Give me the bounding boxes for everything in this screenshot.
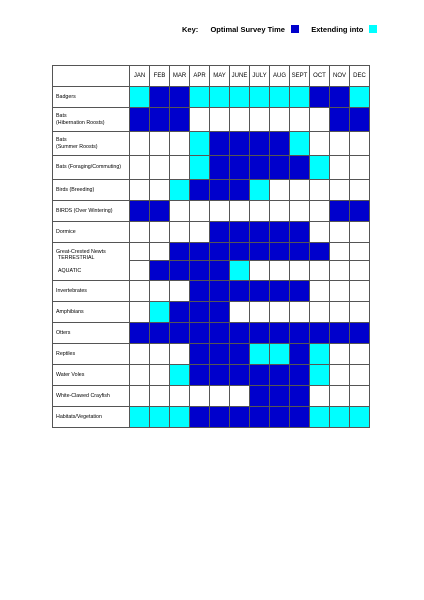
table-row: [53, 222, 370, 243]
month-cell: [290, 344, 310, 365]
month-cell: [170, 156, 190, 180]
month-cell: [270, 243, 290, 261]
month-cell: [230, 243, 250, 261]
month-cell: [190, 386, 210, 407]
month-cell: [190, 323, 210, 344]
survey-calendar-table: [52, 65, 370, 428]
month-cell: [350, 201, 370, 222]
month-cell: [290, 180, 310, 201]
month-cell: [230, 407, 250, 428]
table-row: [53, 323, 370, 344]
month-cell: [330, 365, 350, 386]
month-cell: [350, 108, 370, 132]
month-cell: [350, 281, 370, 302]
month-cell: [170, 222, 190, 243]
species-label: [53, 365, 130, 386]
month-cell: [230, 365, 250, 386]
month-cell: [150, 108, 170, 132]
month-cell: [190, 302, 210, 323]
table-row: [53, 156, 370, 180]
month-cell: [170, 386, 190, 407]
species-label: [53, 281, 130, 302]
month-cell: [230, 180, 250, 201]
month-cell: [230, 281, 250, 302]
species-label-line: Badgers: [56, 93, 76, 100]
month-cell: [130, 344, 150, 365]
month-cell: [330, 261, 350, 281]
month-cell: [310, 261, 330, 281]
month-cell: [210, 344, 230, 365]
month-cell: [250, 261, 270, 281]
month-cell: [290, 386, 310, 407]
month-cell: [210, 201, 230, 222]
month-header: JULY: [250, 66, 270, 87]
month-cell: [130, 180, 150, 201]
survey-calendar-body: [53, 87, 370, 428]
table-row: [53, 201, 370, 222]
month-cell: [210, 222, 230, 243]
species-label: [53, 201, 130, 222]
month-cell: [150, 222, 170, 243]
month-cell: [190, 344, 210, 365]
month-cell: [250, 222, 270, 243]
table-row: [53, 132, 370, 156]
month-header: MAY: [210, 66, 230, 87]
month-cell: [130, 261, 150, 281]
month-cell: [150, 344, 170, 365]
month-cell: [150, 281, 170, 302]
month-cell: [130, 323, 150, 344]
key-label: Key:: [182, 24, 199, 34]
month-cell: [210, 323, 230, 344]
month-cell: [250, 201, 270, 222]
month-cell: [250, 87, 270, 108]
month-cell: [350, 243, 370, 261]
month-cell: [330, 243, 350, 261]
month-cell: [270, 132, 290, 156]
month-cell: [270, 222, 290, 243]
month-header: APR: [190, 66, 210, 87]
month-cell: [210, 386, 230, 407]
species-label-line: Otters: [56, 329, 71, 336]
species-label: [53, 302, 130, 323]
species-label: [53, 243, 130, 281]
month-header: OCT: [310, 66, 330, 87]
month-cell: [330, 201, 350, 222]
month-cell: [150, 302, 170, 323]
species-label-line: (Hibernation Roosts): [56, 119, 105, 126]
month-cell: [170, 180, 190, 201]
month-cell: [250, 132, 270, 156]
month-cell: [250, 407, 270, 428]
key-legend: [182, 24, 377, 34]
species-label-line: Water Voles: [56, 371, 85, 378]
month-cell: [270, 407, 290, 428]
table-row: [53, 180, 370, 201]
table-row: [53, 407, 370, 428]
species-label: [53, 222, 130, 243]
month-cell: [290, 302, 310, 323]
month-cell: [170, 132, 190, 156]
species-label-line: Birds (Breeding): [56, 186, 95, 193]
month-cell: [170, 407, 190, 428]
table-row: [53, 365, 370, 386]
month-cell: [130, 132, 150, 156]
month-cell: [210, 180, 230, 201]
month-cell: [130, 156, 150, 180]
month-cell: [250, 344, 270, 365]
month-cell: [350, 132, 370, 156]
species-label-line: White-Clawed Crayfish: [56, 392, 110, 399]
species-label-line: Dormice: [56, 228, 76, 235]
month-cell: [310, 302, 330, 323]
month-cell: [150, 156, 170, 180]
month-cell: [290, 132, 310, 156]
month-cell: [170, 344, 190, 365]
month-cell: [150, 365, 170, 386]
month-cell: [290, 87, 310, 108]
month-cell: [210, 407, 230, 428]
month-cell: [270, 386, 290, 407]
month-cell: [270, 323, 290, 344]
month-cell: [210, 108, 230, 132]
month-cell: [210, 87, 230, 108]
month-cell: [150, 386, 170, 407]
month-cell: [190, 87, 210, 108]
species-label: [53, 323, 130, 344]
month-cell: [210, 132, 230, 156]
month-cell: [230, 108, 250, 132]
month-cell: [270, 87, 290, 108]
month-cell: [150, 407, 170, 428]
month-cell: [230, 132, 250, 156]
month-cell: [230, 87, 250, 108]
month-cell: [330, 180, 350, 201]
key-survey-text: Survey: [240, 24, 266, 34]
month-cell: [310, 108, 330, 132]
month-cell: [190, 108, 210, 132]
table-row: [53, 302, 370, 323]
month-cell: [170, 323, 190, 344]
month-cell: [170, 365, 190, 386]
month-cell: [190, 201, 210, 222]
month-cell: [330, 407, 350, 428]
month-cell: [290, 323, 310, 344]
extending-swatch: [369, 25, 377, 33]
month-cell: [270, 302, 290, 323]
month-cell: [190, 180, 210, 201]
species-label-line: Bats: [56, 136, 67, 143]
month-cell: [330, 222, 350, 243]
month-cell: [310, 222, 330, 243]
month-cell: [130, 386, 150, 407]
month-cell: [250, 156, 270, 180]
month-cell: [230, 222, 250, 243]
month-cell: [330, 132, 350, 156]
species-label-line: Bats: [56, 112, 67, 119]
month-cell: [190, 156, 210, 180]
month-cell: [150, 323, 170, 344]
month-cell: [310, 407, 330, 428]
month-cell: [330, 87, 350, 108]
species-label: [53, 180, 130, 201]
month-cell: [170, 87, 190, 108]
species-label: [53, 407, 130, 428]
month-cell: [310, 87, 330, 108]
month-cell: [190, 243, 210, 261]
species-label-line: (Summer Roosts): [56, 143, 98, 150]
month-cell: [330, 108, 350, 132]
month-header-row: [53, 66, 370, 87]
month-cell: [170, 261, 190, 281]
species-label: [53, 108, 130, 132]
month-cell: [350, 365, 370, 386]
month-cell: [310, 156, 330, 180]
month-cell: [270, 108, 290, 132]
species-label-line: Bats (Foraging/Commuting): [56, 164, 122, 171]
month-cell: [330, 156, 350, 180]
month-cell: [250, 281, 270, 302]
month-cell: [330, 323, 350, 344]
month-cell: [130, 407, 150, 428]
month-cell: [230, 201, 250, 222]
month-cell: [230, 344, 250, 365]
month-cell: [150, 261, 170, 281]
month-cell: [270, 156, 290, 180]
month-cell: [230, 386, 250, 407]
month-cell: [350, 344, 370, 365]
month-cell: [330, 344, 350, 365]
month-cell: [230, 156, 250, 180]
month-cell: [170, 201, 190, 222]
optimal-swatch: [291, 25, 299, 33]
month-cell: [170, 302, 190, 323]
month-cell: [230, 261, 250, 281]
month-header: FEB: [150, 66, 170, 87]
month-cell: [190, 407, 210, 428]
month-cell: [210, 243, 230, 261]
month-cell: [150, 132, 170, 156]
month-cell: [290, 281, 310, 302]
month-header: DEC: [350, 66, 370, 87]
month-cell: [250, 365, 270, 386]
month-cell: [210, 261, 230, 281]
month-cell: [270, 365, 290, 386]
month-cell: [290, 201, 310, 222]
month-cell: [170, 108, 190, 132]
month-cell: [270, 180, 290, 201]
month-cell: [190, 222, 210, 243]
month-cell: [230, 302, 250, 323]
species-label: [53, 132, 130, 156]
month-cell: [310, 365, 330, 386]
month-header: NOV: [330, 66, 350, 87]
key-into-text: into: [349, 24, 364, 34]
month-cell: [190, 281, 210, 302]
month-cell: [310, 180, 330, 201]
month-cell: [170, 281, 190, 302]
table-row: [53, 386, 370, 407]
month-cell: [350, 323, 370, 344]
month-cell: [210, 365, 230, 386]
month-cell: [150, 180, 170, 201]
month-cell: [230, 323, 250, 344]
species-label-line: Habitats/Vegetation: [56, 413, 102, 420]
month-cell: [270, 261, 290, 281]
month-cell: [130, 281, 150, 302]
table-row: [53, 87, 370, 108]
species-label: [53, 156, 130, 180]
month-header: JAN: [130, 66, 150, 87]
month-cell: [130, 108, 150, 132]
month-cell: [250, 323, 270, 344]
month-cell: [250, 108, 270, 132]
month-cell: [350, 180, 370, 201]
month-cell: [350, 87, 370, 108]
species-label-line: Invertebrates: [56, 287, 87, 294]
month-cell: [290, 222, 310, 243]
month-cell: [190, 261, 210, 281]
month-cell: [250, 243, 270, 261]
month-cell: [350, 302, 370, 323]
month-cell: [130, 201, 150, 222]
month-cell: [350, 261, 370, 281]
species-label-line: Amphibians: [56, 308, 84, 315]
month-header: JUNE: [230, 66, 250, 87]
month-cell: [190, 365, 210, 386]
month-cell: [330, 386, 350, 407]
month-cell: [270, 281, 290, 302]
month-header: SEPT: [290, 66, 310, 87]
month-cell: [310, 243, 330, 261]
month-cell: [310, 386, 330, 407]
month-cell: [250, 180, 270, 201]
month-cell: [190, 132, 210, 156]
species-label-line: TERRESTRIAL: [58, 255, 95, 262]
month-cell: [290, 261, 310, 281]
month-header: AUG: [270, 66, 290, 87]
month-cell: [350, 386, 370, 407]
month-cell: [330, 281, 350, 302]
month-cell: [130, 222, 150, 243]
key-optimal-text: Optimal: [210, 24, 239, 34]
month-cell: [210, 156, 230, 180]
month-cell: [310, 323, 330, 344]
month-header: MAR: [170, 66, 190, 87]
header-corner: [53, 66, 130, 87]
table-row: [53, 108, 370, 132]
month-cell: [350, 407, 370, 428]
month-cell: [310, 281, 330, 302]
month-cell: [290, 156, 310, 180]
month-cell: [130, 302, 150, 323]
key-extending-text: Extending: [311, 24, 348, 34]
month-cell: [150, 201, 170, 222]
month-cell: [130, 243, 150, 261]
month-cell: [150, 243, 170, 261]
month-cell: [270, 344, 290, 365]
month-cell: [350, 222, 370, 243]
species-label-line: Reptiles: [56, 350, 76, 357]
species-label-line: BIRDS (Over Wintering): [56, 207, 113, 214]
month-cell: [270, 201, 290, 222]
month-cell: [210, 302, 230, 323]
species-label-line: Great-Crested Newts: [56, 248, 106, 255]
species-label: [53, 344, 130, 365]
month-cell: [130, 87, 150, 108]
month-cell: [130, 365, 150, 386]
species-label-line: AQUATIC: [58, 267, 82, 274]
key-time-text: Time: [267, 24, 285, 34]
month-cell: [250, 386, 270, 407]
month-cell: [310, 344, 330, 365]
month-cell: [290, 407, 310, 428]
month-cell: [290, 108, 310, 132]
month-cell: [290, 365, 310, 386]
species-label: [53, 386, 130, 407]
month-cell: [170, 243, 190, 261]
month-cell: [250, 302, 270, 323]
month-cell: [310, 201, 330, 222]
month-cell: [290, 243, 310, 261]
table-row: [53, 281, 370, 302]
table-row: [53, 344, 370, 365]
month-cell: [310, 132, 330, 156]
table-row: [53, 243, 370, 261]
species-label: [53, 87, 130, 108]
month-cell: [150, 87, 170, 108]
month-cell: [330, 302, 350, 323]
month-cell: [210, 281, 230, 302]
month-cell: [350, 156, 370, 180]
